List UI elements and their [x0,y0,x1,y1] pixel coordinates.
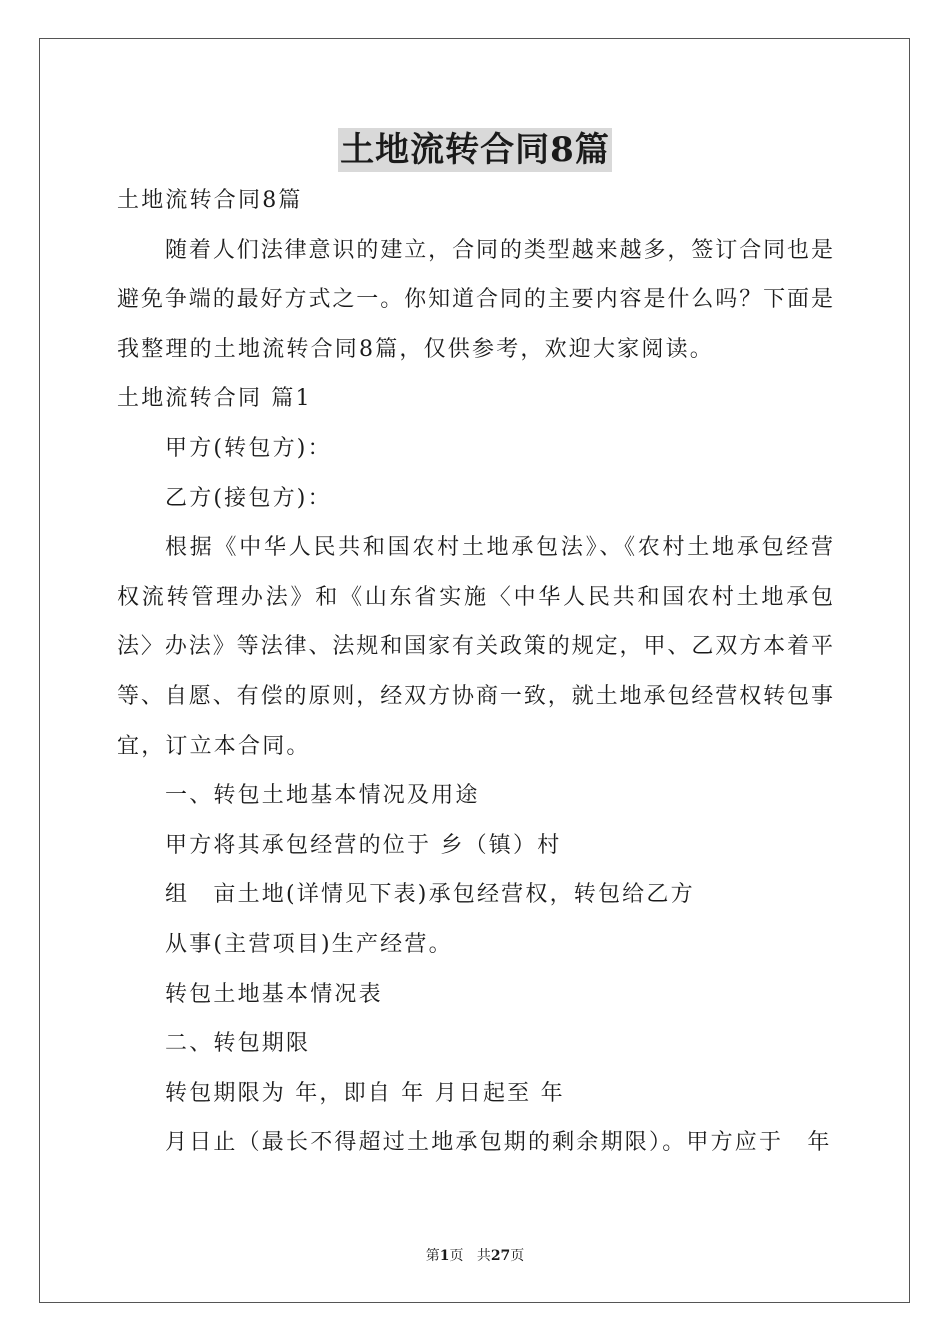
footer-total-pages: 27 [490,1248,511,1264]
title-container [0,128,950,172]
section-heading: 土地流转合同 篇1 [117,386,312,412]
page-footer [0,1246,950,1266]
clause-1-heading: 一、转包土地基本情况及用途 [165,783,480,809]
clause-1-line-4: 转包土地基本情况表 [165,981,383,1007]
basis-line-4: 等、自愿、有偿的原则，经双方协商一致，就土地承包经营权转包事 [117,683,833,709]
document-subtitle: 土地流转合同8篇 [117,188,303,213]
basis-line-2: 权流转管理办法》和《山东省实施〈中华人民共和国农村土地承包 [117,584,833,610]
clause-1-line-3: 从事(主营项目)生产经营。 [165,931,453,957]
party-b-line: 乙方(接包方)： [165,485,332,511]
footer-total-prefix: 共 [476,1248,491,1264]
document-body [117,176,833,1168]
clause-1-line-2: 组 亩土地(详情见下表)承包经营权，转包给乙方 [165,882,695,908]
clause-2-line-1: 转包期限为 年，即自 年 月日起至 年 [165,1080,565,1106]
document-title: 土地流转合同8篇 [340,130,610,170]
party-a-line: 甲方(转包方)： [165,435,332,461]
clause-1-line-1: 甲方将其承包经营的位于 乡（镇）村 [165,832,562,858]
footer-page-prefix: 第 [425,1248,440,1264]
clause-2-heading: 二、转包期限 [165,1031,311,1057]
basis-line-3: 法〉办法》等法律、法规和国家有关政策的规定，甲、乙双方本着平 [117,634,833,660]
basis-line-5: 宜，订立本合同。 [117,733,311,759]
intro-line-2: 避免争端的最好方式之一。你知道合同的主要内容是什么吗？下面是 [117,287,833,313]
intro-line-1: 随着人们法律意识的建立，合同的类型越来越多，签订合同也是 [165,237,833,263]
intro-line-3: 我整理的土地流转合同8篇，仅供参考，欢迎大家阅读。 [117,336,714,362]
clause-2-line-2: 月日止（最长不得超过土地承包期的剩余期限）。甲方应于 年 [165,1130,832,1156]
footer-page-number: 1 [439,1248,450,1264]
basis-line-1: 根据《中华人民共和国农村土地承包法》、《农村土地承包经营 [165,535,833,561]
footer-total-suffix: 页 [510,1248,525,1264]
footer-page-suffix: 页 [449,1248,464,1264]
